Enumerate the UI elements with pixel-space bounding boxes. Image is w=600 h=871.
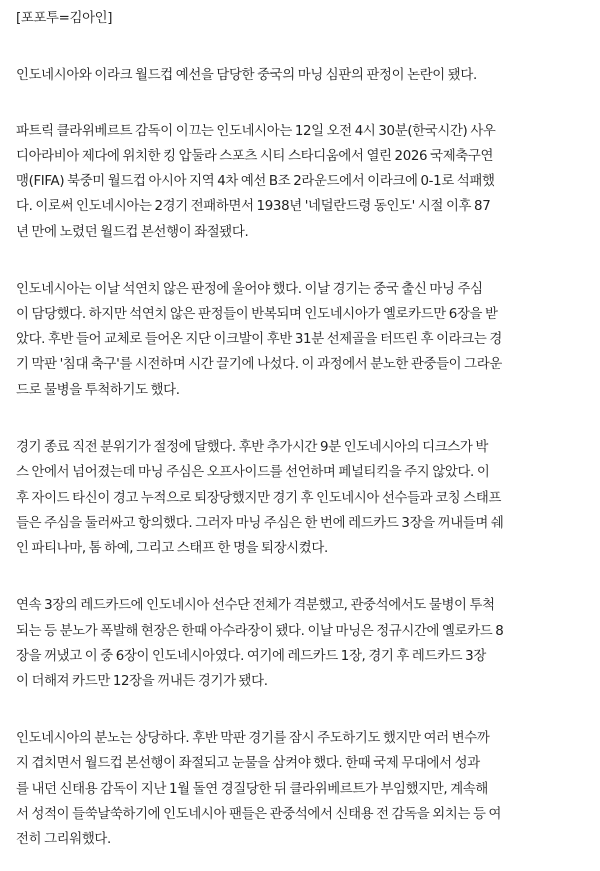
text-line: 장을 꺼냈고 이 중 6장이 인도네시아였다. 여기에 레드카드 1장, 경기 후 레드카드 3장 bbox=[16, 649, 486, 664]
text-line: 되는 등 분노가 폭발해 현장은 한때 아수라장이 됐다. 이날 마닝은 정규시간에 옐로카드 8 bbox=[16, 624, 504, 639]
text-line: 경기 종료 직전 분위기가 절정에 달했다. 후반 추가시간 9분 인도네시아의 디크스가 박 bbox=[16, 440, 488, 455]
text-line: 인도네시아는 이날 석연치 않은 판정에 울어야 했다. 이날 경기는 중국 출신 마닝 주심 bbox=[16, 282, 483, 297]
text-line: 연속 3장의 레드카드에 인도네시아 선수단 전체가 격분했고, 관중석에서도 물병이 투척 bbox=[16, 598, 495, 613]
text-line: 스 안에서 넘어졌는데 마닝 주심은 오프사이드를 선언하며 페널티킥을 주지 않았다. 이 bbox=[16, 465, 490, 480]
text-line: 이 담당했다. 하지만 석연치 않은 판정들이 반복되며 인도네시아가 옐로카드만 6장을 받 bbox=[16, 307, 498, 322]
text-line: 들은 주심을 둘러싸고 항의했다. 그러자 마닝 주심은 한 번에 레드카드 3장을 꺼내들며 쉐 bbox=[16, 516, 504, 531]
text-line: 다. 이로써 인도네시아는 2경기 전패하면서 1938년 '네덜란드령 동인도' 시절 이후 87 bbox=[16, 199, 491, 214]
text-line: 지 겹치면서 월드컵 본선행이 좌절되고 눈물을 삼켜야 했다. 한때 국제 무대에서 성과 bbox=[16, 756, 480, 771]
text-line: 디아라비아 제다에 위치한 킹 압둘라 스포츠 시티 스타디움에서 열린 2026 국제축구연 bbox=[16, 149, 494, 164]
text-line: 이 더해져 카드만 12장을 꺼내든 경기가 됐다. bbox=[16, 674, 268, 689]
text-line: 았다. 후반 들어 교체로 들어온 지단 이크발이 후반 31분 선제골을 터뜨린 후 이라크는 경 bbox=[16, 332, 502, 347]
text-line: 맹(FIFA) 북중미 월드컵 아시아 지역 4차 예선 B조 2라운드에서 이라크에 0-1로 석패했 bbox=[16, 174, 495, 189]
text-line: 년 만에 노렸던 월드컵 본선행이 좌절됐다. bbox=[16, 225, 249, 240]
text-line: 인도네시아와 이라크 월드컵 예선을 담당한 중국의 마닝 심판의 판정이 논란이 됐다. bbox=[16, 68, 477, 83]
text-line: 후 자이드 타신이 경고 누적으로 퇴장당했지만 경기 후 인도네시아 선수들과 코칭 스태프 bbox=[16, 491, 502, 506]
text-line: 인 파티나마, 톰 하예, 그리고 스태프 한 명을 퇴장시켰다. bbox=[16, 541, 328, 556]
text-line: 드로 물병을 투척하기도 했다. bbox=[16, 383, 180, 398]
text-line: 전히 그리워했다. bbox=[16, 832, 111, 847]
text-line: 파트릭 클라위베르트 감독이 이끄는 인도네시아는 12일 오전 4시 30분(한국시간) 사우 bbox=[16, 124, 496, 139]
text-line: 인도네시아의 분노는 상당하다. 후반 막판 경기를 잠시 주도하기도 했지만 여러 변수까 bbox=[16, 731, 490, 746]
text-line: 를 내던 신태용 감독이 지난 1월 돌연 경질당한 뒤 클라위베르트가 부임했지만, 계속해 bbox=[16, 782, 488, 797]
text-line: 기 막판 '침대 축구'를 시전하며 시간 끌기에 나섰다. 이 과정에서 분노한 관중들이 그라운 bbox=[16, 357, 502, 372]
text-line: 서 성적이 들쑥날쑥하기에 인도네시아 팬들은 관중석에서 신태용 전 감독을 외치는 등 여 bbox=[16, 807, 502, 822]
byline: [포포투=김아인] bbox=[16, 11, 113, 26]
